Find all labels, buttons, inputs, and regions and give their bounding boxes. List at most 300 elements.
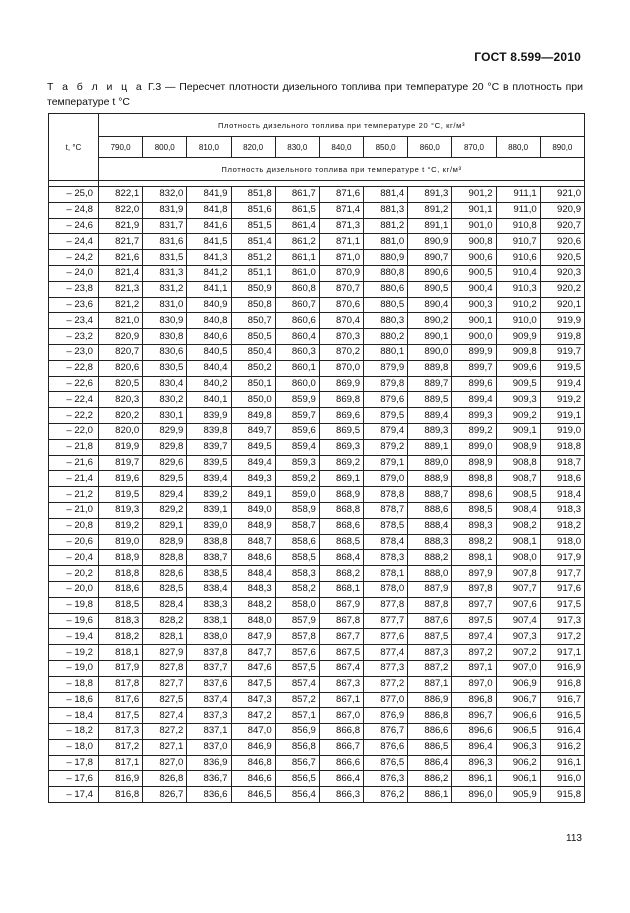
- density-cell: 849,0: [231, 502, 275, 518]
- density-cell: 917,2: [540, 629, 584, 645]
- temperature-cell: – 20,8: [49, 518, 99, 534]
- density-column-header: 880,0: [496, 137, 540, 158]
- density-cell: 871,1: [319, 234, 363, 250]
- density-cell: 907,2: [496, 645, 540, 661]
- density-cell: 918,2: [540, 518, 584, 534]
- table-row: [49, 376, 585, 392]
- density-cell: 890,1: [408, 329, 452, 345]
- density-cell: 898,1: [452, 550, 496, 566]
- density-cell: 886,2: [408, 771, 452, 787]
- density-cell: 818,8: [99, 566, 143, 582]
- density-cell: 886,9: [408, 692, 452, 708]
- table-caption: [47, 80, 583, 110]
- density-cell: 837,3: [187, 708, 231, 724]
- density-cell: 917,1: [540, 645, 584, 661]
- density-cell: 878,3: [364, 550, 408, 566]
- density-cell: 840,8: [187, 313, 231, 329]
- density-cell: 856,8: [275, 739, 319, 755]
- density-cell: 899,7: [452, 360, 496, 376]
- density-cell: 878,4: [364, 534, 408, 550]
- density-cell: 866,6: [319, 755, 363, 771]
- density-cell: 896,8: [452, 692, 496, 708]
- density-cell: 907,6: [496, 597, 540, 613]
- table-row: [49, 392, 585, 408]
- density-cell: 829,6: [143, 455, 187, 471]
- density-cell: 831,9: [143, 202, 187, 218]
- caption-text: Г.3 — Пересчет плотности дизельного топлива при температуре 20 °С в плотность при температуре t °С: [47, 81, 583, 108]
- density-cell: 830,9: [143, 313, 187, 329]
- density-cell: 849,5: [231, 439, 275, 455]
- density-cell: 897,8: [452, 581, 496, 597]
- density-cell: 867,1: [319, 692, 363, 708]
- density-cell: 828,8: [143, 550, 187, 566]
- density-cell: 827,9: [143, 645, 187, 661]
- density-cell: 867,0: [319, 708, 363, 724]
- density-cell: 870,6: [319, 297, 363, 313]
- density-cell: 819,2: [99, 518, 143, 534]
- page-number: 113: [566, 833, 582, 844]
- density-cell: 890,0: [408, 344, 452, 360]
- density-cell: 890,7: [408, 250, 452, 266]
- density-cell: 847,7: [231, 645, 275, 661]
- density-cell: 916,7: [540, 692, 584, 708]
- density-cell: 868,1: [319, 581, 363, 597]
- density-cell: 897,7: [452, 597, 496, 613]
- temperature-cell: – 24,2: [49, 250, 99, 266]
- density-cell: 830,5: [143, 360, 187, 376]
- temperature-cell: – 23,4: [49, 313, 99, 329]
- density-cell: 841,5: [187, 234, 231, 250]
- density-cell: 848,2: [231, 597, 275, 613]
- density-cell: 861,7: [275, 187, 319, 203]
- density-cell: 886,6: [408, 724, 452, 740]
- density-cell: 829,5: [143, 471, 187, 487]
- temperature-header: t, °С: [49, 114, 99, 181]
- density-cell: 841,6: [187, 218, 231, 234]
- density-cell: 909,9: [496, 329, 540, 345]
- density-cell: 876,9: [364, 708, 408, 724]
- density-cell: 891,2: [408, 202, 452, 218]
- temperature-cell: – 21,8: [49, 439, 99, 455]
- density-cell: 848,0: [231, 613, 275, 629]
- density-cell: 831,3: [143, 265, 187, 281]
- density-cell: 900,6: [452, 250, 496, 266]
- table-row: [49, 755, 585, 771]
- density-cell: 841,9: [187, 187, 231, 203]
- density-cell: 920,5: [540, 250, 584, 266]
- density-cell: 916,8: [540, 676, 584, 692]
- density-cell: 851,5: [231, 218, 275, 234]
- density-cell: 910,2: [496, 297, 540, 313]
- density-cell: 840,9: [187, 297, 231, 313]
- density-cell: 822,1: [99, 187, 143, 203]
- density-cell: 917,7: [540, 566, 584, 582]
- density-cell: 819,6: [99, 471, 143, 487]
- density-cell: 911,0: [496, 202, 540, 218]
- density-cell: 887,2: [408, 660, 452, 676]
- density-cell: 906,2: [496, 755, 540, 771]
- density-cell: 867,5: [319, 645, 363, 661]
- temperature-cell: – 18,4: [49, 708, 99, 724]
- density-cell: 830,8: [143, 329, 187, 345]
- density-cell: 828,5: [143, 581, 187, 597]
- density-cell: 896,6: [452, 724, 496, 740]
- density-cell: 881,3: [364, 202, 408, 218]
- density-column-header: 860,0: [408, 137, 452, 158]
- density-cell: 888,3: [408, 534, 452, 550]
- density-cell: 859,6: [275, 423, 319, 439]
- temperature-cell: – 18,2: [49, 724, 99, 740]
- density-cell: 848,9: [231, 518, 275, 534]
- table-row: [49, 724, 585, 740]
- density-cell: 880,2: [364, 329, 408, 345]
- table-row: [49, 313, 585, 329]
- table-row: [49, 771, 585, 787]
- table-row: [49, 534, 585, 550]
- density-cell: 848,4: [231, 566, 275, 582]
- density-cell: 821,2: [99, 297, 143, 313]
- table-row: [49, 739, 585, 755]
- density-cell: 876,7: [364, 724, 408, 740]
- density-cell: 906,1: [496, 771, 540, 787]
- density-cell: 916,4: [540, 724, 584, 740]
- density-column-header: 840,0: [319, 137, 363, 158]
- density-cell: 869,8: [319, 392, 363, 408]
- temperature-cell: – 19,4: [49, 629, 99, 645]
- density-t-header: Плотность дизельного топлива при температуре t °С, кг/м³: [99, 158, 585, 181]
- density-cell: 839,8: [187, 423, 231, 439]
- temperature-cell: – 22,6: [49, 376, 99, 392]
- density-cell: 886,1: [408, 787, 452, 803]
- density-cell: 827,7: [143, 676, 187, 692]
- density-cell: 910,4: [496, 265, 540, 281]
- density-cell: 868,6: [319, 518, 363, 534]
- density-cell: 828,9: [143, 534, 187, 550]
- density-cell: 896,3: [452, 755, 496, 771]
- density-cell: 908,7: [496, 471, 540, 487]
- density-cell: 898,3: [452, 518, 496, 534]
- density-cell: 859,0: [275, 487, 319, 503]
- density-cell: 890,9: [408, 234, 452, 250]
- density-cell: 827,0: [143, 755, 187, 771]
- density-cell: 838,4: [187, 581, 231, 597]
- density-cell: 880,6: [364, 281, 408, 297]
- density-cell: 867,3: [319, 676, 363, 692]
- temperature-cell: – 24,4: [49, 234, 99, 250]
- density-cell: 877,0: [364, 692, 408, 708]
- density-cell: 849,7: [231, 423, 275, 439]
- density-cell: 871,0: [319, 250, 363, 266]
- density-cell: 850,2: [231, 360, 275, 376]
- density-cell: 839,2: [187, 487, 231, 503]
- density-cell: 899,2: [452, 423, 496, 439]
- table-row: [49, 423, 585, 439]
- table-row: [49, 329, 585, 345]
- density-cell: 820,0: [99, 423, 143, 439]
- density-cell: 897,9: [452, 566, 496, 582]
- density-cell: 817,8: [99, 676, 143, 692]
- temperature-cell: – 17,4: [49, 787, 99, 803]
- density-cell: 840,1: [187, 392, 231, 408]
- table-row: [49, 218, 585, 234]
- temperature-cell: – 22,2: [49, 408, 99, 424]
- density-cell: 821,0: [99, 313, 143, 329]
- density-cell: 869,9: [319, 376, 363, 392]
- density-cell: 908,5: [496, 487, 540, 503]
- density-cell: 897,1: [452, 660, 496, 676]
- table-row: [49, 408, 585, 424]
- density-cell: 870,9: [319, 265, 363, 281]
- density-cell: 867,7: [319, 629, 363, 645]
- density-cell: 832,0: [143, 187, 187, 203]
- density-cell: 827,4: [143, 708, 187, 724]
- density-cell: 901,2: [452, 187, 496, 203]
- density-cell: 820,5: [99, 376, 143, 392]
- density-cell: 847,2: [231, 708, 275, 724]
- density-cell: 918,4: [540, 487, 584, 503]
- density-cell: 860,7: [275, 297, 319, 313]
- density-cell: 827,2: [143, 724, 187, 740]
- density-cell: 888,7: [408, 487, 452, 503]
- density-cell: 850,4: [231, 344, 275, 360]
- density-column-header: 850,0: [364, 137, 408, 158]
- density-cell: 920,2: [540, 281, 584, 297]
- density-cell: 877,8: [364, 597, 408, 613]
- density-cell: 919,2: [540, 392, 584, 408]
- density-cell: 919,9: [540, 313, 584, 329]
- table-row: [49, 471, 585, 487]
- density-cell: 859,9: [275, 392, 319, 408]
- density-cell: 849,1: [231, 487, 275, 503]
- density-cell: 878,5: [364, 518, 408, 534]
- density-cell: 916,2: [540, 739, 584, 755]
- density-cell: 918,3: [540, 502, 584, 518]
- density-cell: 919,1: [540, 408, 584, 424]
- table-row: [49, 487, 585, 503]
- density-cell: 911,1: [496, 187, 540, 203]
- density-cell: 889,4: [408, 408, 452, 424]
- density-cell: 879,6: [364, 392, 408, 408]
- density-cell: 851,8: [231, 187, 275, 203]
- density-cell: 870,2: [319, 344, 363, 360]
- density-cell: 817,6: [99, 692, 143, 708]
- density-cell: 921,0: [540, 187, 584, 203]
- density-cell: 901,1: [452, 202, 496, 218]
- density-cell: 829,4: [143, 487, 187, 503]
- density-cell: 856,7: [275, 755, 319, 771]
- density-cell: 907,8: [496, 566, 540, 582]
- density-cell: 908,1: [496, 534, 540, 550]
- density-cell: 817,9: [99, 660, 143, 676]
- density-cell: 819,7: [99, 455, 143, 471]
- density-cell: 847,0: [231, 724, 275, 740]
- density-cell: 829,9: [143, 423, 187, 439]
- density-cell: 906,3: [496, 739, 540, 755]
- density-cell: 820,6: [99, 360, 143, 376]
- temperature-cell: – 23,2: [49, 329, 99, 345]
- density-cell: 839,9: [187, 408, 231, 424]
- density-cell: 851,2: [231, 250, 275, 266]
- density-cell: 879,2: [364, 439, 408, 455]
- density-cell: 829,2: [143, 502, 187, 518]
- density-cell: 896,4: [452, 739, 496, 755]
- density-cell: 920,7: [540, 218, 584, 234]
- density-cell: 880,3: [364, 313, 408, 329]
- density-cell: 822,0: [99, 202, 143, 218]
- density-cell: 876,5: [364, 755, 408, 771]
- density-cell: 838,0: [187, 629, 231, 645]
- density-cell: 828,2: [143, 613, 187, 629]
- density-cell: 877,4: [364, 645, 408, 661]
- density-cell: 908,2: [496, 518, 540, 534]
- density-cell: 890,4: [408, 297, 452, 313]
- density-cell: 887,5: [408, 629, 452, 645]
- density-cell: 851,6: [231, 202, 275, 218]
- density-cell: 907,3: [496, 629, 540, 645]
- density-cell: 876,6: [364, 739, 408, 755]
- density-cell: 871,3: [319, 218, 363, 234]
- density-cell: 850,9: [231, 281, 275, 297]
- density-cell: 890,2: [408, 313, 452, 329]
- table-row: [49, 344, 585, 360]
- density-cell: 847,3: [231, 692, 275, 708]
- density-column-header: 820,0: [231, 137, 275, 158]
- density-cell: 877,6: [364, 629, 408, 645]
- density-cell: 908,4: [496, 502, 540, 518]
- density-cell: 851,4: [231, 234, 275, 250]
- temperature-cell: – 23,6: [49, 297, 99, 313]
- density-cell: 917,9: [540, 550, 584, 566]
- density-cell: 917,5: [540, 597, 584, 613]
- density-cell: 876,3: [364, 771, 408, 787]
- density-cell: 918,7: [540, 455, 584, 471]
- density-cell: 846,8: [231, 755, 275, 771]
- density-cell: 898,5: [452, 502, 496, 518]
- density-cell: 837,8: [187, 645, 231, 661]
- density-cell: 817,5: [99, 708, 143, 724]
- density-cell: 888,2: [408, 550, 452, 566]
- density-cell: 817,2: [99, 739, 143, 755]
- density-cell: 919,0: [540, 423, 584, 439]
- density-cell: 879,9: [364, 360, 408, 376]
- density-cell: 880,8: [364, 265, 408, 281]
- density-cell: 898,9: [452, 455, 496, 471]
- density-cell: 867,8: [319, 613, 363, 629]
- density-cell: 860,0: [275, 376, 319, 392]
- density-cell: 839,5: [187, 455, 231, 471]
- density-cell: 881,0: [364, 234, 408, 250]
- density-cell: 837,6: [187, 676, 231, 692]
- density-cell: 818,1: [99, 645, 143, 661]
- density-cell: 856,5: [275, 771, 319, 787]
- density-cell: 889,3: [408, 423, 452, 439]
- density-cell: 859,3: [275, 455, 319, 471]
- density-cell: 906,5: [496, 724, 540, 740]
- density-cell: 817,1: [99, 755, 143, 771]
- density-cell: 918,0: [540, 534, 584, 550]
- density-cell: 907,4: [496, 613, 540, 629]
- density-cell: 846,6: [231, 771, 275, 787]
- density-cell: 837,0: [187, 739, 231, 755]
- density-cell: 906,7: [496, 692, 540, 708]
- density-cell: 888,9: [408, 471, 452, 487]
- density-column-header: 800,0: [143, 137, 187, 158]
- temperature-cell: – 22,8: [49, 360, 99, 376]
- density-cell: 900,4: [452, 281, 496, 297]
- density-cell: 841,2: [187, 265, 231, 281]
- density-cell: 898,2: [452, 534, 496, 550]
- density-cell: 841,1: [187, 281, 231, 297]
- density-cell: 831,2: [143, 281, 187, 297]
- table-row: [49, 629, 585, 645]
- density-cell: 877,2: [364, 676, 408, 692]
- density-cell: 879,0: [364, 471, 408, 487]
- density-cell: 887,1: [408, 676, 452, 692]
- temperature-cell: – 18,8: [49, 676, 99, 692]
- density-cell: 897,0: [452, 676, 496, 692]
- density-cell: 917,3: [540, 613, 584, 629]
- density-cell: 841,8: [187, 202, 231, 218]
- table-row: [49, 250, 585, 266]
- temperature-cell: – 23,0: [49, 344, 99, 360]
- density-cell: 840,5: [187, 344, 231, 360]
- temperature-cell: – 24,6: [49, 218, 99, 234]
- density-cell: 827,8: [143, 660, 187, 676]
- table-row: [49, 202, 585, 218]
- density-cell: 897,4: [452, 629, 496, 645]
- density-cell: 837,1: [187, 724, 231, 740]
- density-cell: 861,4: [275, 218, 319, 234]
- density-cell: 905,9: [496, 787, 540, 803]
- temperature-cell: – 23,8: [49, 281, 99, 297]
- density-cell: 860,8: [275, 281, 319, 297]
- density-cell: 918,8: [540, 439, 584, 455]
- density-cell: 839,0: [187, 518, 231, 534]
- density-cell: 898,8: [452, 471, 496, 487]
- temperature-cell: – 20,6: [49, 534, 99, 550]
- density-cell: 838,8: [187, 534, 231, 550]
- density-cell: 889,0: [408, 455, 452, 471]
- temperature-cell: – 18,0: [49, 739, 99, 755]
- density-cell: 819,3: [99, 502, 143, 518]
- density-cell: 827,5: [143, 692, 187, 708]
- density-cell: 887,6: [408, 613, 452, 629]
- density-cell: 830,2: [143, 392, 187, 408]
- density-cell: 899,0: [452, 439, 496, 455]
- temperature-cell: – 24,8: [49, 202, 99, 218]
- density-cell: 887,3: [408, 645, 452, 661]
- density-cell: 836,9: [187, 755, 231, 771]
- density-cell: 906,9: [496, 676, 540, 692]
- density-cell: 861,5: [275, 202, 319, 218]
- table-row: [49, 265, 585, 281]
- table-row: [49, 455, 585, 471]
- density-cell: 838,5: [187, 566, 231, 582]
- density-table: [48, 113, 585, 803]
- density-cell: 859,7: [275, 408, 319, 424]
- density-cell: 910,7: [496, 234, 540, 250]
- density-cell: 819,0: [99, 534, 143, 550]
- density-cell: 857,2: [275, 692, 319, 708]
- density-cell: 899,9: [452, 344, 496, 360]
- density-cell: 870,0: [319, 360, 363, 376]
- density-20-header: Плотность дизельного топлива при температуре 20 °С, кг/м³: [99, 114, 585, 137]
- density-cell: 850,1: [231, 376, 275, 392]
- density-cell: 879,8: [364, 376, 408, 392]
- density-cell: 817,3: [99, 724, 143, 740]
- density-cell: 861,2: [275, 234, 319, 250]
- table-row: [49, 518, 585, 534]
